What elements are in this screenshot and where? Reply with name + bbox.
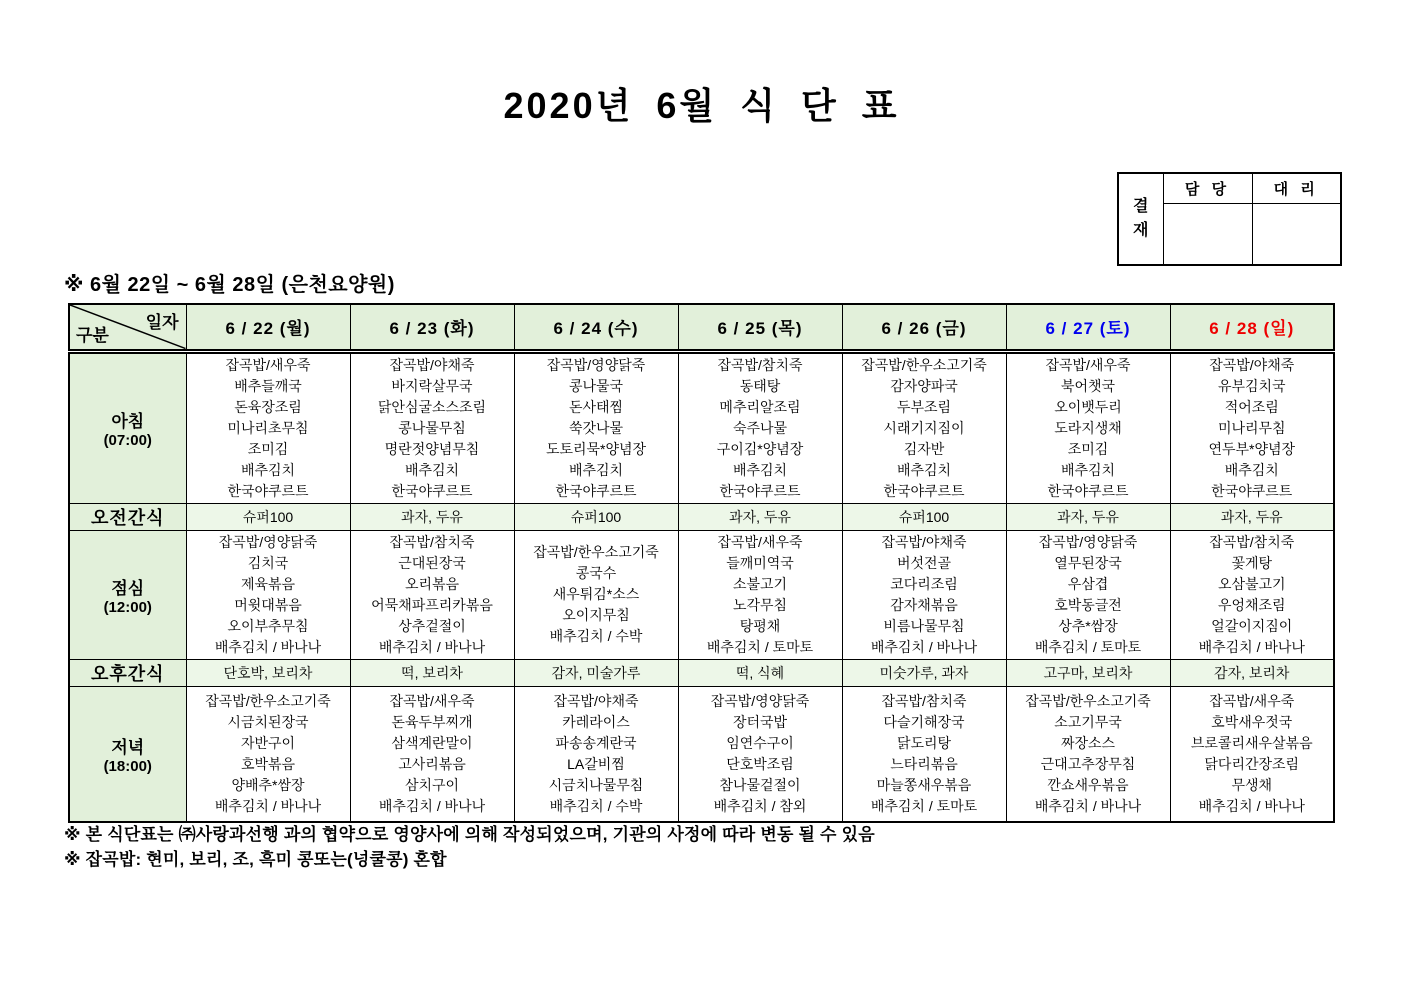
menu-item: 근대된장국 <box>398 554 466 571</box>
menu-item: 북어챗국 <box>1060 377 1116 394</box>
menu-item: 돈사태찜 <box>568 398 624 415</box>
row-label-lunch: 점심 (12:00) <box>69 530 186 659</box>
day-header-3: 6 / 24 (수) <box>514 304 678 351</box>
menu-item: 배추김치 <box>404 461 460 478</box>
menu-item: 단호박조림 <box>726 755 794 772</box>
row-pm_snack <box>69 659 1334 686</box>
menu-item: 시금치된장국 <box>227 713 309 730</box>
menu-item: 배추김치 / 참외 <box>713 797 807 814</box>
corner-label-date: 일자 <box>145 313 179 332</box>
menu-item: 잡곡밥/참치죽 <box>717 356 803 373</box>
meal-cell-lunch-day3 <box>514 530 678 659</box>
menu-item: 배추김치 / 토마토 <box>870 797 978 814</box>
day-header-row <box>69 304 1334 351</box>
snack-cell-pm_snack-day6: 고구마, 보리차 <box>1006 659 1170 686</box>
snack-cell-pm_snack-day3: 감자, 미술가루 <box>514 659 678 686</box>
menu-item: 돈육두부찌개 <box>391 713 473 730</box>
menu-item: 미나리무침 <box>1217 419 1286 436</box>
menu-item: 배추김치 / 바나나 <box>378 638 486 655</box>
menu-item: 우엉채조림 <box>1217 596 1286 613</box>
menu-item: 닭도리탕 <box>896 734 952 751</box>
menu-item: 잡곡밥/참치죽 <box>1209 533 1295 550</box>
meal-cell-breakfast-day1 <box>186 351 350 503</box>
menu-item: 새우튀김*소스 <box>552 586 640 602</box>
menu-item: 잡곡밥/한우소고기죽 <box>205 692 331 709</box>
menu-item: 조미김 <box>1067 440 1109 457</box>
menu-item: 숙주나물 <box>732 419 788 436</box>
approval-label-char-2: 재 <box>1133 222 1149 239</box>
menu-item: 배추김치 <box>240 461 296 478</box>
menu-item: 김자반 <box>903 440 945 457</box>
menu-item: 잡곡밥/한우소고기죽 <box>533 544 659 560</box>
menu-item: 잡곡밥/참치죽 <box>881 692 967 709</box>
meal-cell-lunch-day4 <box>678 530 842 659</box>
menu-item: 김치국 <box>247 554 289 571</box>
menu-item: 소고기무국 <box>1054 713 1122 730</box>
menu-item: 근대고추장무침 <box>1040 755 1136 772</box>
menu-item: 배추김치 / 수박 <box>549 797 643 814</box>
snack-cell-am_snack-day5: 슈퍼100 <box>842 503 1006 530</box>
snack-cell-pm_snack-day1: 단호박, 보리차 <box>186 659 350 686</box>
menu-item: 다슬기해장국 <box>883 713 965 730</box>
menu-item: 도토리묵*양념장 <box>545 440 647 457</box>
menu-item: 탕평채 <box>739 617 781 634</box>
meal-cell-breakfast-day4 <box>678 351 842 503</box>
menu-item: 잡곡밥/참치죽 <box>389 533 475 550</box>
menu-item: 잡곡밥/새우죽 <box>717 533 803 550</box>
menu-item: 감자양파국 <box>890 377 958 394</box>
meal-cell-dinner-day6 <box>1006 686 1170 822</box>
row-label-breakfast: 아침 (07:00) <box>69 351 186 503</box>
menu-item: 잡곡밥/새우죽 <box>1209 692 1295 709</box>
menu-item: 무생채 <box>1231 776 1273 793</box>
menu-item: 배추김치 <box>568 461 624 478</box>
snack-cell-pm_snack-day7: 감자, 보리차 <box>1170 659 1334 686</box>
approval-sign-cell-deputy <box>1252 203 1341 265</box>
meal-cell-lunch-day1 <box>186 530 350 659</box>
menu-item: 배추김치 / 토마토 <box>706 638 814 655</box>
menu-item: 우삼겹 <box>1067 575 1109 592</box>
menu-item: 잡곡밥/새우죽 <box>225 356 311 373</box>
weekly-menu-table <box>68 303 1335 823</box>
row-am_snack <box>69 503 1334 530</box>
menu-item: 닭다리간장조림 <box>1204 755 1300 772</box>
meal-cell-lunch-day6 <box>1006 530 1170 659</box>
menu-item: 시래기지짐이 <box>883 419 965 436</box>
menu-item: 잡곡밥/야채죽 <box>1209 356 1295 373</box>
menu-item: 잡곡밥/야채죽 <box>881 533 967 550</box>
menu-item: LA갈비찜 <box>567 755 625 772</box>
meal-cell-dinner-day2 <box>350 686 514 822</box>
snack-cell-am_snack-day3: 슈퍼100 <box>514 503 678 530</box>
meal-cell-dinner-day1 <box>186 686 350 822</box>
menu-item: 상추겉절이 <box>398 617 466 634</box>
menu-item: 잡곡밥/영양닭죽 <box>546 356 646 373</box>
menu-item: 도라지생채 <box>1054 419 1122 436</box>
day-header-6: 6 / 27 (토) <box>1006 304 1170 351</box>
menu-item: 배추김치 / 토마토 <box>1034 638 1142 655</box>
meal-cell-lunch-day7 <box>1170 530 1334 659</box>
menu-item: 배추김치 / 수박 <box>549 628 643 644</box>
menu-item: 콩나물무침 <box>398 419 466 436</box>
menu-item: 연두부*양념장 <box>1208 440 1296 457</box>
meal-cell-breakfast-day5 <box>842 351 1006 503</box>
menu-item: 꽃게탕 <box>1231 554 1273 571</box>
menu-item: 조미김 <box>247 440 289 457</box>
menu-item: 배추김치 <box>732 461 788 478</box>
menu-item: 얼갈이지짐이 <box>1211 617 1293 634</box>
week-range-subtitle: ※ 6월 22일 ~ 6월 28일 (은천요양원) <box>64 274 395 296</box>
day-header-2: 6 / 23 (화) <box>350 304 514 351</box>
menu-item: 들깨미역국 <box>726 554 794 571</box>
menu-item: 잡곡밥/영양닭죽 <box>1038 533 1138 550</box>
menu-item: 제육볶음 <box>240 575 296 592</box>
approval-col-manager: 담 당 <box>1163 173 1252 203</box>
menu-item: 미나리초무침 <box>227 419 309 436</box>
menu-item: 짜장소스 <box>1060 734 1116 751</box>
menu-item: 배추들깨국 <box>234 377 302 394</box>
day-header-5: 6 / 26 (금) <box>842 304 1006 351</box>
footnote-agreement: ※ 본 식단표는 ㈜사랑과선행 과의 협약으로 영양사에 의해 작성되었으며, 기관의 사정에 따라 변동 될 수 있음 <box>64 825 875 844</box>
menu-item: 양배추*쌈장 <box>231 776 305 793</box>
snack-cell-am_snack-day1: 슈퍼100 <box>186 503 350 530</box>
menu-item: 구이김*양념장 <box>716 440 804 457</box>
approval-box <box>1117 172 1342 266</box>
menu-item: 오리볶음 <box>404 575 460 592</box>
menu-item: 동태탕 <box>739 377 781 394</box>
meal-cell-dinner-day7 <box>1170 686 1334 822</box>
meal-cell-breakfast-day6 <box>1006 351 1170 503</box>
menu-item: 노각무침 <box>732 596 788 613</box>
menu-item: 잡곡밥/영양닭죽 <box>710 692 810 709</box>
menu-item: 느타리볶음 <box>890 755 958 772</box>
row-lunch <box>69 530 1334 659</box>
day-header-1: 6 / 22 (월) <box>186 304 350 351</box>
meal-cell-lunch-day2 <box>350 530 514 659</box>
menu-item: 호박동글전 <box>1054 596 1122 613</box>
menu-item: 임연수구이 <box>726 734 794 751</box>
menu-item: 두부조림 <box>896 398 952 415</box>
menu-item: 파송송계란국 <box>555 734 637 751</box>
menu-item: 코다리조림 <box>890 575 958 592</box>
menu-item: 잡곡밥/영양닭죽 <box>218 533 318 550</box>
snack-cell-am_snack-day6: 과자, 두유 <box>1006 503 1170 530</box>
menu-item: 깐쇼새우볶음 <box>1047 776 1129 793</box>
menu-item: 열무된장국 <box>1054 554 1122 571</box>
menu-item: 자반구이 <box>240 734 296 751</box>
menu-item: 배추김치 / 바나나 <box>214 797 322 814</box>
menu-item: 한국야쿠르트 <box>1047 482 1129 499</box>
meal-cell-dinner-day3 <box>514 686 678 822</box>
menu-item: 오삼불고기 <box>1217 575 1286 592</box>
menu-item: 오이뱃두리 <box>1054 398 1122 415</box>
day-header-4: 6 / 25 (목) <box>678 304 842 351</box>
menu-item: 배추김치 <box>896 461 952 478</box>
menu-item: 한국야쿠르트 <box>719 482 801 499</box>
menu-item: 콩국수 <box>575 565 617 581</box>
menu-item: 삼치구이 <box>404 776 460 793</box>
snack-cell-am_snack-day7: 과자, 두유 <box>1170 503 1334 530</box>
menu-item: 오이지무침 <box>562 607 630 623</box>
menu-item: 장터국밥 <box>732 713 788 730</box>
menu-item: 마늘쫑새우볶음 <box>876 776 972 793</box>
row-label-dinner: 저녁 (18:00) <box>69 686 186 822</box>
menu-item: 콩나물국 <box>568 377 624 394</box>
menu-item: 배추김치 / 바나나 <box>1198 797 1305 814</box>
menu-item: 배추김치 / 바나나 <box>378 797 486 814</box>
meal-cell-breakfast-day2 <box>350 351 514 503</box>
menu-item: 배추김치 / 바나나 <box>1198 638 1305 655</box>
menu-item: 메추리알조림 <box>719 398 801 415</box>
menu-item: 비름나물무침 <box>883 617 965 634</box>
meal-cell-breakfast-day3 <box>514 351 678 503</box>
menu-item: 배추김치 / 바나나 <box>1034 797 1142 814</box>
snack-cell-am_snack-day2: 과자, 두유 <box>350 503 514 530</box>
approval-label-char-1: 결 <box>1133 198 1149 216</box>
menu-item: 잡곡밥/한우소고기죽 <box>1025 692 1151 709</box>
menu-item: 한국야쿠르트 <box>883 482 965 499</box>
menu-item: 호박새우젓국 <box>1211 713 1293 730</box>
menu-item: 명란젓양념무침 <box>384 440 480 457</box>
row-label-am_snack: 오전간식 <box>69 503 186 530</box>
row-breakfast <box>69 351 1334 503</box>
menu-item: 삼색계란말이 <box>391 734 473 751</box>
menu-item: 카레라이스 <box>562 713 630 730</box>
corner-cell <box>69 304 186 351</box>
menu-item: 유부김치국 <box>1217 377 1286 394</box>
menu-item: 고사리볶음 <box>398 755 466 772</box>
menu-item: 한국야쿠르트 <box>227 482 309 499</box>
menu-item: 배추김치 <box>1060 461 1116 478</box>
snack-cell-am_snack-day4: 과자, 두유 <box>678 503 842 530</box>
corner-label-category: 구분 <box>76 325 109 345</box>
row-dinner <box>69 686 1334 822</box>
menu-item: 닭안심굴소스조림 <box>377 398 487 415</box>
meal-cell-dinner-day4 <box>678 686 842 822</box>
menu-item: 한국야쿠르트 <box>555 482 637 499</box>
menu-item: 잡곡밥/새우죽 <box>1045 356 1131 373</box>
snack-cell-pm_snack-day5: 미숫가루, 과자 <box>842 659 1006 686</box>
menu-item: 시금치나물무침 <box>548 776 644 793</box>
menu-item: 감자채볶음 <box>890 596 958 613</box>
snack-cell-pm_snack-day4: 떡, 식혜 <box>678 659 842 686</box>
menu-item: 어묵채파프리카볶음 <box>371 596 493 613</box>
menu-item: 돈육장조림 <box>234 398 302 415</box>
menu-item: 잡곡밥/한우소고기죽 <box>861 356 987 373</box>
approval-col-deputy: 대 리 <box>1252 173 1341 203</box>
menu-item: 한국야쿠르트 <box>1211 482 1293 499</box>
meal-cell-dinner-day5 <box>842 686 1006 822</box>
menu-item: 잡곡밥/야채죽 <box>389 356 475 373</box>
page-title: 2020년 6월 식 단 표 <box>503 85 900 126</box>
menu-item: 쑥갓나물 <box>568 419 624 436</box>
menu-item: 적어조림 <box>1224 398 1279 415</box>
menu-item: 상추*쌈장 <box>1058 617 1118 634</box>
approval-sign-cell-manager <box>1163 203 1252 265</box>
meal-cell-breakfast-day7 <box>1170 351 1334 503</box>
menu-item: 머윗대볶음 <box>234 596 302 613</box>
menu-item: 배추김치 / 바나나 <box>214 638 322 655</box>
menu-item: 소불고기 <box>732 575 788 592</box>
menu-item: 호박볶음 <box>240 755 296 772</box>
menu-item: 바지락살무국 <box>391 377 473 394</box>
row-label-pm_snack: 오후간식 <box>69 659 186 686</box>
menu-item: 잡곡밥/새우죽 <box>389 692 475 709</box>
menu-item: 배추김치 <box>1224 461 1279 478</box>
menu-item: 한국야쿠르트 <box>391 482 473 499</box>
meal-cell-lunch-day5 <box>842 530 1006 659</box>
menu-item: 브로콜리새우살볶음 <box>1190 734 1313 751</box>
snack-cell-pm_snack-day2: 떡, 보리차 <box>350 659 514 686</box>
approval-label <box>1118 173 1163 265</box>
footnote-grain-mix: ※ 잡곡밥: 현미, 보리, 조, 흑미 콩또는(넝쿨콩) 혼합 <box>64 850 447 869</box>
menu-item: 버섯전골 <box>896 554 952 571</box>
menu-item: 오이부추무침 <box>227 617 309 634</box>
menu-item: 잡곡밥/야채죽 <box>553 692 639 709</box>
day-header-7: 6 / 28 (일) <box>1170 304 1334 351</box>
menu-item: 참나물겉절이 <box>719 776 801 793</box>
menu-item: 배추김치 / 바나나 <box>870 638 978 655</box>
